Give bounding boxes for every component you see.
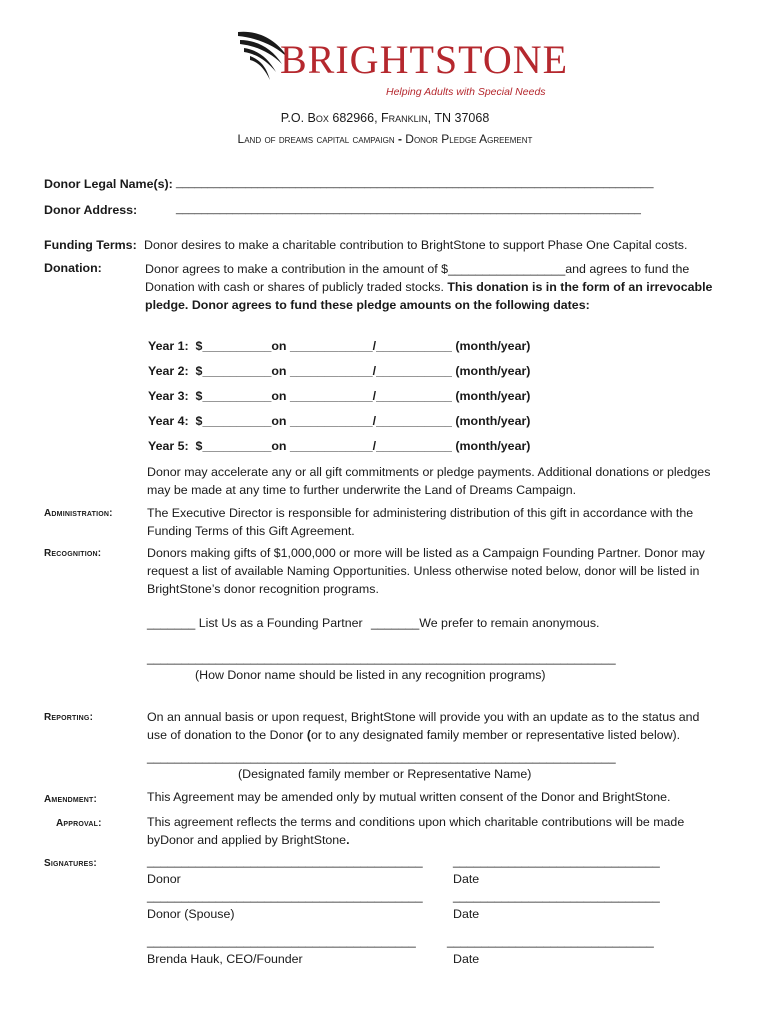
donor-date-caption: Date — [453, 872, 480, 886]
approval-label: Approval: — [56, 818, 102, 829]
pledge-month-field[interactable]: ____________ — [289, 414, 373, 428]
anonymous-option[interactable]: _______We prefer to remain anonymous. — [371, 616, 600, 630]
recognition-text: Donors making gifts of $1,000,000 or more will be listed as a Campaign Founding Partner. Donor may request a list of available Naming Opportunities. Unless otherwise noted below, donor will be listed in BrightStone’s donor recognition programs. — [147, 546, 705, 596]
recognition-name-field[interactable]: ____________________________________________________________________ — [147, 651, 616, 665]
donor-signature-caption: Donor — [147, 872, 181, 886]
pledge-month-field[interactable]: ____________ — [289, 439, 373, 453]
funding-terms-text: Donor desires to make a charitable contribution to BrightStone to support Phase One Capital costs. — [144, 238, 688, 252]
ceo-date-caption: Date — [453, 952, 480, 966]
pledge-amount-field[interactable]: $__________ — [195, 339, 272, 353]
spouse-date-line[interactable]: ______________________________ — [453, 889, 660, 903]
pledge-amount-field[interactable]: $__________ — [195, 414, 272, 428]
administration-text: The Executive Director is responsible for administering distribution of this gift in accordance with the Funding Terms of this Gift Agreement. — [147, 506, 694, 538]
reporting-text: On an annual basis or upon request, BrightStone will provide you with an update as to the status and use of donation to the Donor (or to any designated family member or representative listed below). — [147, 710, 700, 742]
donation-text: Donor agrees to make a contribution in the amount of $_________________and agrees to fund the Donation with cash or shares of publicly traded stocks. This donation is in the form of an irrevocable pledge. Donor agrees to fund these pledge amounts on the following dates: — [145, 262, 713, 312]
spouse-signature-line[interactable]: ________________________________________ — [147, 889, 423, 903]
approval-text: This agreement reflects the terms and conditions upon which charitable contributions will be made byDonor and applied by BrightStone. — [147, 815, 685, 847]
amendment-text: This Agreement may be amended only by mutual written consent of the Donor and BrightStone. — [147, 790, 671, 804]
pledge-year-field[interactable]: ___________ — [376, 339, 452, 353]
donor-date-line[interactable]: ______________________________ — [453, 854, 660, 868]
pledge-year-field[interactable]: ___________ — [376, 364, 452, 378]
pledge-year-row: Year 3: $__________on ____________/___________ (month/year) — [148, 389, 531, 403]
logo-tagline: Helping Adults with Special Needs — [386, 86, 546, 98]
donation-label: Donation: — [44, 261, 102, 275]
pledge-amount-field[interactable]: $__________ — [195, 364, 272, 378]
donor-legal-name-field[interactable]: ____________________________________________________________________________ — [176, 177, 654, 189]
recognition-label: Recognition: — [44, 548, 102, 559]
donor-signature-line[interactable]: ________________________________________ — [147, 854, 423, 868]
donation-amount-field[interactable]: _________________ — [448, 262, 566, 276]
ceo-signature-line[interactable]: _______________________________________ — [147, 934, 416, 948]
pledge-month-field[interactable]: ____________ — [289, 364, 373, 378]
funding-terms-label: Funding Terms: — [44, 238, 137, 252]
pledge-year-field[interactable]: ___________ — [376, 439, 452, 453]
pledge-month-field[interactable]: ____________ — [289, 389, 373, 403]
pledge-amount-field[interactable]: $__________ — [195, 439, 272, 453]
ceo-signature-caption: Brenda Hauk, CEO/Founder — [147, 952, 303, 966]
document-title: Land of dreams capital campaign - Donor Pledge Agreement — [237, 132, 533, 146]
pledge-year-field[interactable]: ___________ — [376, 414, 452, 428]
pledge-year-row: Year 2: $__________on ____________/___________ (month/year) — [148, 364, 531, 378]
donor-address-field[interactable]: __________________________________________________________________________ — [176, 203, 641, 215]
representative-name-caption: (Designated family member or Representative Name) — [238, 767, 532, 781]
spouse-date-caption: Date — [453, 907, 480, 921]
accelerate-text: Donor may accelerate any or all gift commitments or pledge payments. Additional donations or pledges may be made at any time to further underwrite the Land of Dreams Campaign. — [147, 465, 711, 497]
pledge-month-field[interactable]: ____________ — [289, 339, 373, 353]
pledge-year-row: Year 5: $__________on ____________/___________ (month/year) — [148, 439, 531, 453]
donor-address-label: Donor Address: — [44, 203, 138, 217]
amendment-label: Amendment: — [44, 794, 97, 805]
ceo-date-line[interactable]: ______________________________ — [447, 934, 654, 948]
representative-name-field[interactable]: ____________________________________________________________________ — [147, 750, 616, 764]
reporting-label: Reporting: — [44, 712, 94, 723]
spouse-signature-caption: Donor (Spouse) — [147, 907, 235, 921]
founding-partner-option[interactable]: _______ List Us as a Founding Partner — [147, 616, 363, 630]
logo-wordmark: BRIGHTSTONE — [280, 37, 569, 82]
brightstone-logo — [236, 28, 569, 100]
mailing-address: P.O. Box 682966, Franklin, TN 37068 — [280, 111, 490, 125]
signatures-label: Signatures: — [44, 858, 97, 869]
pledge-year-row: Year 1: $__________on ____________/___________ (month/year) — [148, 339, 531, 353]
recognition-name-caption: (How Donor name should be listed in any recognition programs) — [195, 668, 546, 682]
pledge-amount-field[interactable]: $__________ — [195, 389, 272, 403]
administration-label: Administration: — [44, 508, 113, 519]
pledge-year-row: Year 4: $__________on ____________/___________ (month/year) — [148, 414, 531, 428]
pledge-year-field[interactable]: ___________ — [376, 389, 452, 403]
donor-legal-name-label: Donor Legal Name(s): — [44, 177, 173, 191]
